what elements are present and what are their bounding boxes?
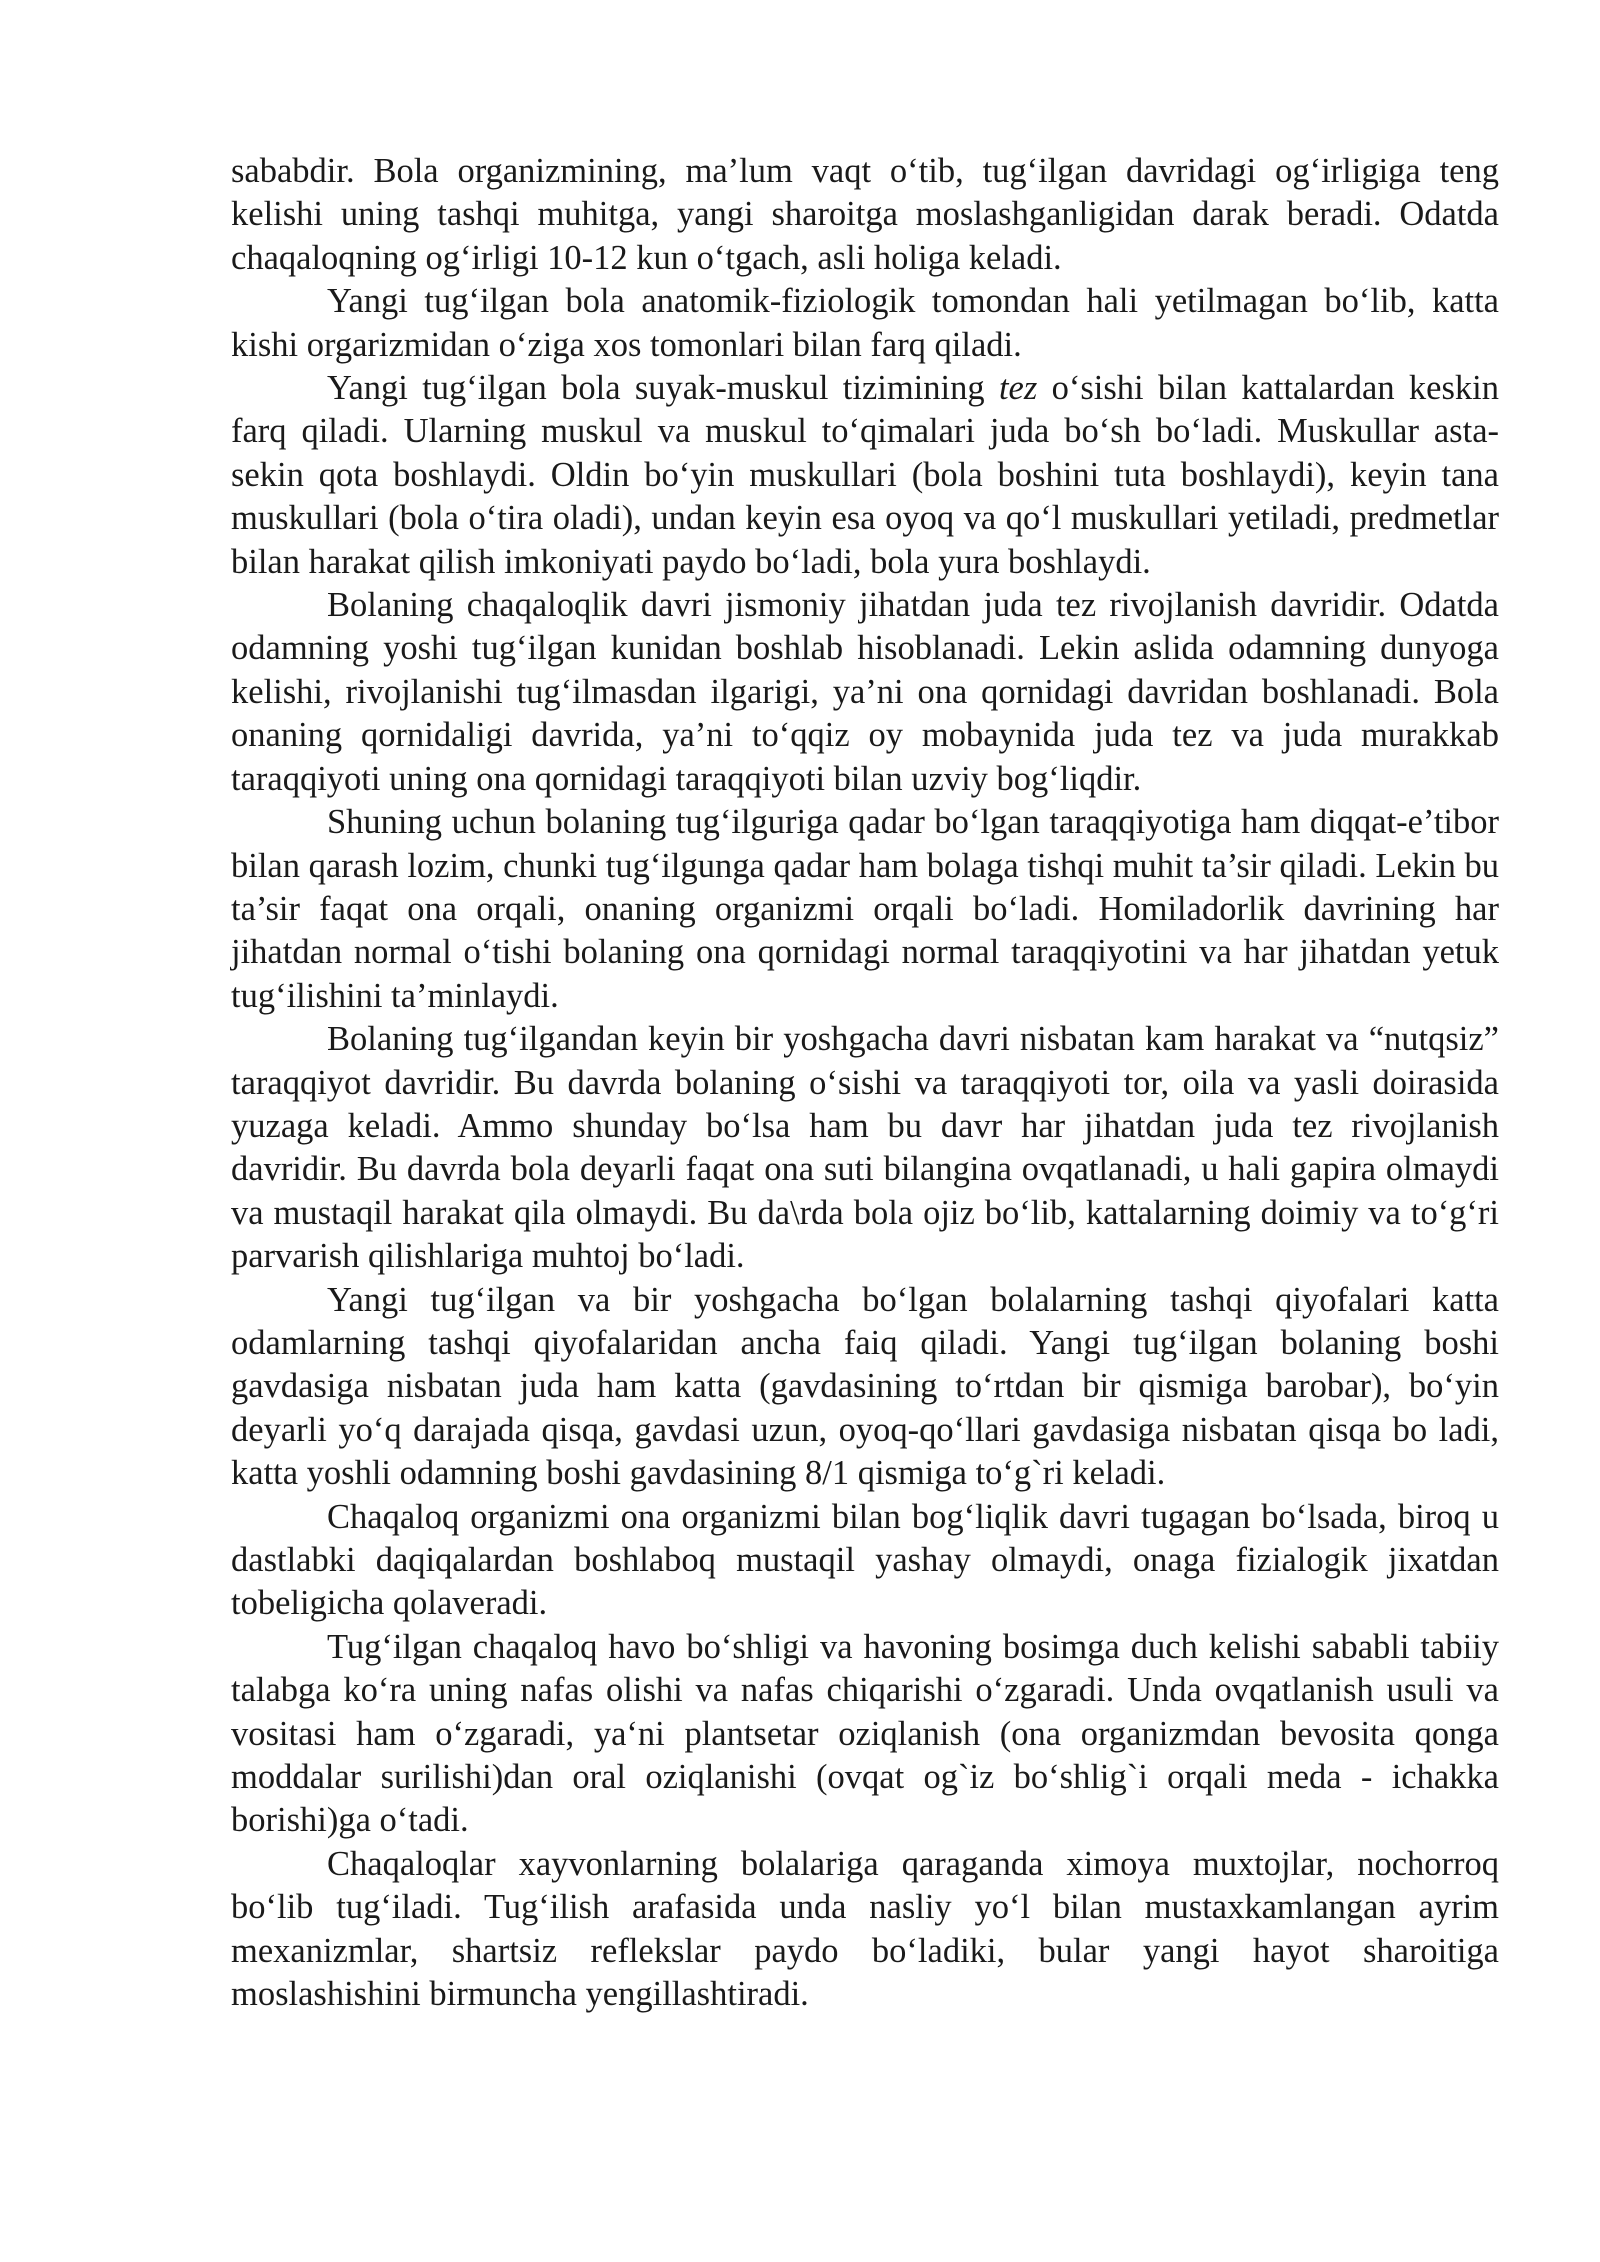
paragraph-10: Chaqaloqlar xayvonlarning bolalariga qaraganda ximoya muxtojlar, nochorroq bo‘lib tug‘iladi. Tug‘ilish arafasida unda nasliy yo‘l bilan mustaxkamlangan ayrim mexanizmlar, shartsiz reflekslar paydo bo‘ladiki, bular yangi hayot sharoitiga moslashishini birmuncha yengillashtiradi. [231, 1844, 1499, 2014]
paragraph-4: Bolaning chaqaloqlik davri jismoniy jihatdan juda tez rivojlanish davridir. Odatda odamning yoshi tug‘ilgan kunidan boshlab hisoblanadi. Lekin aslida odamning dunyoga kelishi, rivojlanishi tug‘ilmasdan ilgarigi, ya’ni ona qornidagi davridan boshlanadi. Bola onaning qornidaligi davrida, ya’ni to‘qqiz oy mobaynida juda tez va juda murakkab taraqqiyoti uning ona qornidagi taraqqiyoti bilan uzviy bog‘liqdir. [231, 586, 1499, 798]
document-page [231, 150, 1499, 2016]
paragraph-3-end: o‘sishi bilan kattalardan keskin farq qiladi. Ularning muskul va muskul to‘qimalari juda bo‘sh bo‘ladi. Muskullar asta-sekin qota boshlaydi. Oldin bo‘yin muskullari (bola boshini tuta boshlaydi), keyin tana muskullari (bola o‘tira oladi), undan keyin esa oyoq va qo‘l muskullari yetiladi, predmetlar bilan harakat qilish imkoniyati paydo bo‘ladi, bola yura boshlaydi. [231, 369, 1499, 581]
paragraph-5: Shuning uchun bolaning tug‘ilguriga qadar bo‘lgan taraqqiyotiga ham diqqat-e’tibor bilan qarash lozim, chunki tug‘ilgunga qadar ham bolaga tishqi muhit ta’sir qiladi. Lekin bu ta’sir faqat ona orqali, onaning organizmi orqali bo‘ladi. Homiladorlik davrining har jihatdan normal o‘tishi bolaning ona qornidagi normal taraqqiyotini va har jihatdan yetuk tug‘ilishini ta’minlaydi. [231, 803, 1499, 1015]
paragraph-2: Yangi tug‘ilgan bola anatomik-fiziologik tomondan hali yetilmagan bo‘lib, katta kishi orgarizmidan o‘ziga xos tomonlari bilan farq qiladi. [231, 282, 1499, 364]
paragraph-3-start: Yangi tug‘ilgan bola suyak-muskul tizimining [327, 369, 999, 408]
paragraph-7: Yangi tug‘ilgan va bir yoshgacha bo‘lgan bolalarning tashqi qiyofalari katta odamlarning tashqi qiyofalaridan ancha faiq qiladi. Yangi tug‘ilgan bolaning boshi gavdasiga nisbatan juda ham katta (gavdasining to‘rtdan bir qismiga barobar), bo‘yin deyarli yo‘q darajada qisqa, gavdasi uzun, oyoq-qo‘llari gavdasiga nisbatan qisqa bo ladi, katta yoshli odamning boshi gavdasining 8/1 qismiga to‘g`ri keladi. [231, 1280, 1499, 1493]
paragraph-3-italic-word: tez [998, 369, 1038, 408]
paragraph-3 [231, 367, 1499, 584]
paragraph-9: Tug‘ilgan chaqaloq havo bo‘shligi va havoning bosimga duch kelishi sababli tabiiy talabga ko‘ra uning nafas olishi va nafas chiqarishi o‘zgaradi. Unda ovqatlanish usuli va vositasi ham o‘zgaradi, ya‘ni plantsetar oziqlanish (ona organizmdan bevosita qonga moddalar surilishi)dan oral oziqlanishi (ovqat og`iz bo‘shlig`i orqali meda - ichakka borishi)ga o‘tadi. [231, 1627, 1499, 1840]
paragraph-8: Chaqaloq organizmi ona organizmi bilan bog‘liqlik davri tugagan bo‘lsada, biroq u dastlabki daqiqalardan boshlaboq mustaqil yashay olmaydi, onaga fizialogik jixatdan tobeligicha qolaveradi. [231, 1497, 1499, 1623]
paragraph-1: sababdir. Bola organizmining, ma’lum vaqt o‘tib, tug‘ilgan davridagi og‘irligiga teng kelishi uning tashqi muhitga, yangi sharoitga moslashganligidan darak beradi. Odatda chaqaloqning og‘irligi 10-12 kun o‘tgach, asli holiga keladi. [231, 152, 1499, 277]
paragraph-6: Bolaning tug‘ilgandan keyin bir yoshgacha davri nisbatan kam harakat va “nutqsiz” taraqqiyot davridir. Bu davrda bolaning o‘sishi va taraqqiyoti tor, oila va yasli doirasida yuzaga keladi. Ammo shunday bo‘lsa ham bu davr har jihatdan juda tez rivojlanish davridir. Bu davrda bola deyarli faqat ona suti bilangina ovqatlanadi, u hali gapira olmaydi va mustaqil harakat qila olmaydi. Bu da\rda bola ojiz bo‘lib, kattalarning doimiy va to‘g‘ri parvarish qilishlariga muhtoj bo‘ladi. [231, 1020, 1499, 1276]
